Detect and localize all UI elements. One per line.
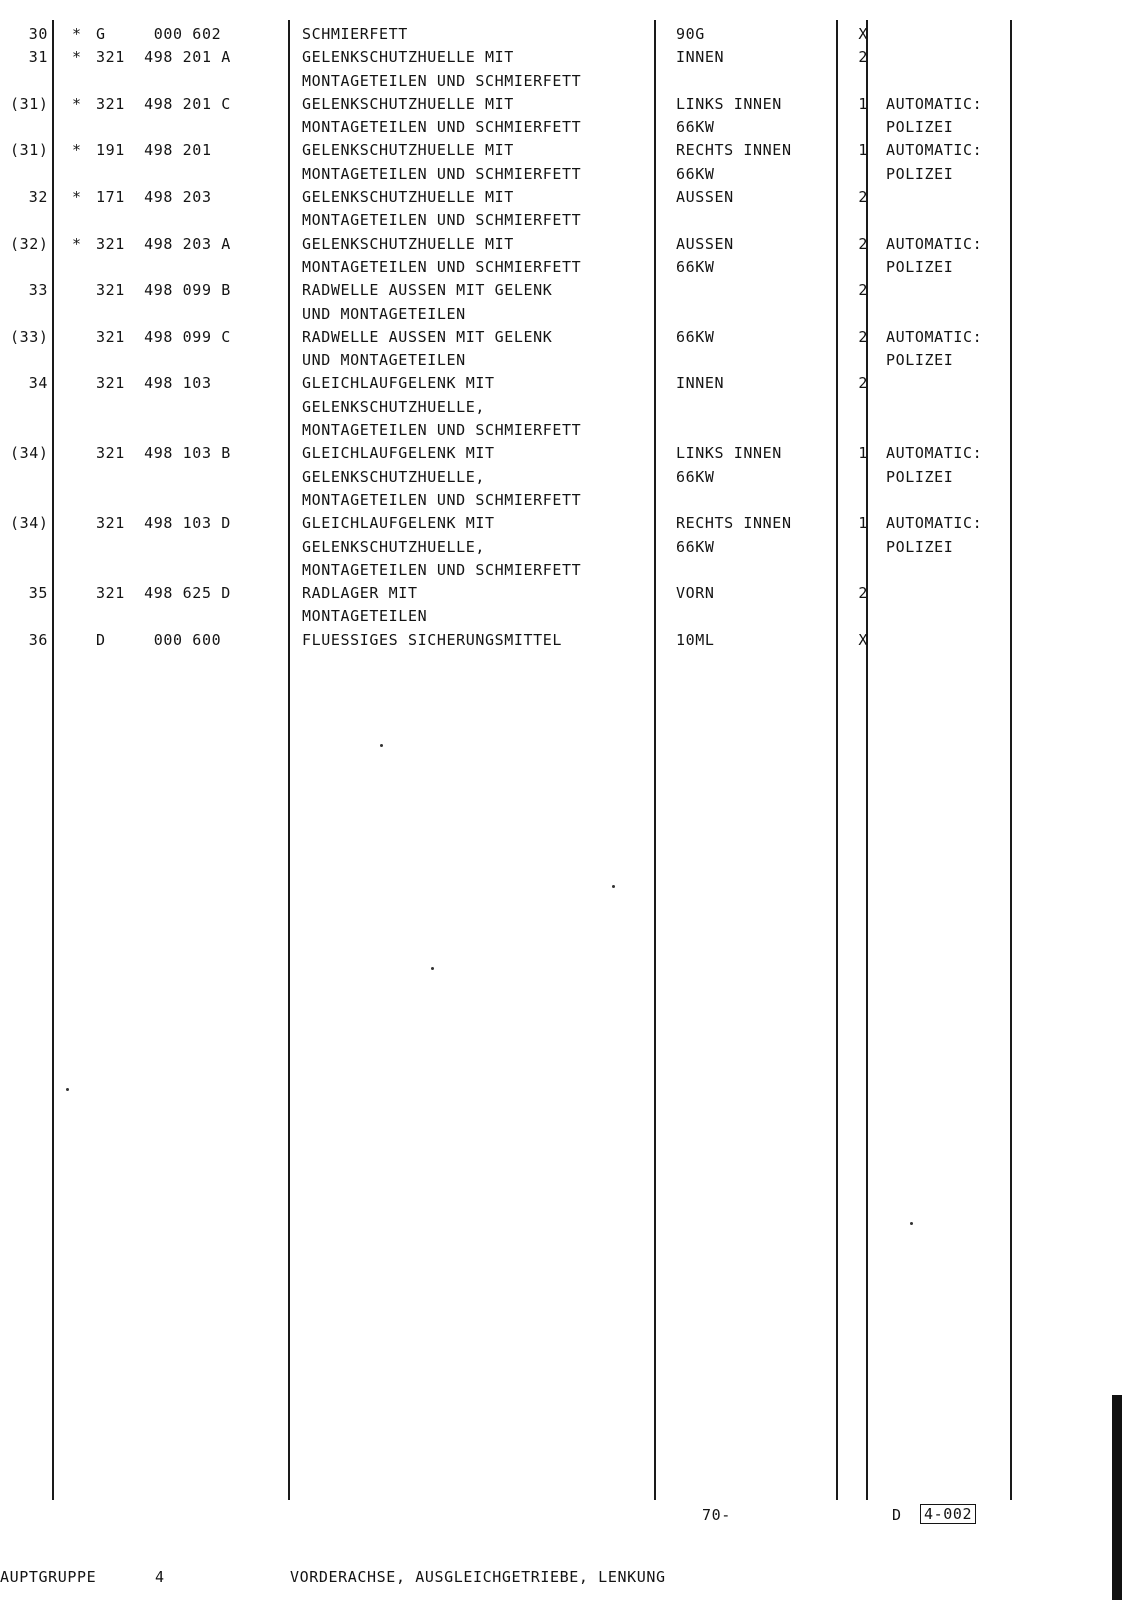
table-row-line — [0, 23, 1122, 46]
part-number: 171 498 203 — [96, 188, 212, 207]
part-description: MONTAGETEILEN UND SCHMIERFETT — [302, 211, 582, 230]
scan-speck — [910, 1222, 913, 1225]
position-number: 30 — [28, 25, 48, 43]
part-specification: 66KW — [676, 257, 715, 276]
part-remark: POLIZEI — [886, 164, 954, 183]
table-row-line — [0, 279, 1122, 302]
quantity: 1 — [858, 444, 868, 463]
table-row-line — [0, 233, 1122, 256]
table-row-line — [0, 139, 1122, 162]
part-description: MONTAGETEILEN UND SCHMIERFETT — [302, 118, 582, 137]
change-marker: * — [72, 25, 82, 43]
part-specification: AUSSEN — [676, 234, 734, 253]
part-number: 321 498 099 B — [96, 281, 231, 300]
table-row — [0, 93, 1122, 140]
position-number: 32 — [28, 188, 48, 207]
table-row-line — [0, 442, 1122, 465]
table-row — [0, 629, 1122, 652]
table-row — [0, 326, 1122, 373]
table-row-line — [0, 419, 1122, 442]
change-marker: * — [72, 234, 82, 253]
change-marker: * — [72, 188, 82, 207]
table-row — [0, 372, 1122, 442]
table-row-line — [0, 326, 1122, 349]
position-number: (33) — [10, 327, 49, 346]
table-row-line — [0, 512, 1122, 535]
table-row — [0, 186, 1122, 233]
quantity: 2 — [858, 234, 868, 253]
position-number: 31 — [28, 48, 48, 67]
table-row — [0, 442, 1122, 512]
part-description: GLEICHLAUFGELENK MIT — [302, 374, 495, 393]
position-number: 36 — [28, 630, 48, 649]
part-specification: INNEN — [676, 48, 725, 67]
part-specification: LINKS INNEN — [676, 94, 782, 113]
part-specification: 66KW — [676, 467, 715, 486]
part-specification: AUSSEN — [676, 188, 734, 207]
part-number: 321 498 099 C — [96, 327, 231, 346]
part-description: MONTAGETEILEN UND SCHMIERFETT — [302, 71, 582, 90]
table-row-line — [0, 629, 1122, 652]
part-description: GELENKSCHUTZHUELLE MIT — [302, 94, 514, 113]
part-description: GELENKSCHUTZHUELLE MIT — [302, 141, 514, 160]
table-row-line — [0, 489, 1122, 512]
position-number: (34) — [10, 444, 49, 463]
table-row-line — [0, 209, 1122, 232]
table-row — [0, 279, 1122, 326]
table-row-line — [0, 116, 1122, 139]
part-remark: POLIZEI — [886, 118, 954, 137]
part-description: GELENKSCHUTZHUELLE MIT — [302, 188, 514, 207]
part-remark: POLIZEI — [886, 257, 954, 276]
part-description: MONTAGETEILEN UND SCHMIERFETT — [302, 164, 582, 183]
part-remark: POLIZEI — [886, 467, 954, 486]
table-row-line — [0, 70, 1122, 93]
quantity: X — [858, 25, 868, 43]
part-number: 321 498 203 A — [96, 234, 231, 253]
part-remark: AUTOMATIC: — [886, 94, 983, 113]
scan-edge-shadow — [1112, 1395, 1122, 1600]
part-specification: 90G — [676, 25, 705, 43]
table-row — [0, 23, 1122, 46]
sheet-code-box: 4-002 — [920, 1504, 976, 1524]
part-remark: AUTOMATIC: — [886, 141, 983, 160]
scan-speck — [380, 744, 383, 747]
part-number: 321 498 103 D — [96, 514, 231, 533]
part-number: 191 498 201 — [96, 141, 212, 160]
position-number: 33 — [28, 281, 48, 300]
part-description: GELENKSCHUTZHUELLE, — [302, 467, 485, 486]
table-row-line — [0, 46, 1122, 69]
part-description: FLUESSIGES SICHERUNGSMITTEL — [302, 630, 563, 649]
part-description: RADWELLE AUSSEN MIT GELENK — [302, 327, 553, 346]
position-number: (31) — [10, 94, 49, 113]
scan-speck — [612, 885, 615, 888]
part-description: GELENKSCHUTZHUELLE, — [302, 537, 485, 556]
quantity: 2 — [858, 327, 868, 346]
main-group-number: 4 — [155, 1568, 165, 1586]
position-number: (31) — [10, 141, 49, 160]
part-remark: AUTOMATIC: — [886, 514, 983, 533]
part-description: MONTAGETEILEN UND SCHMIERFETT — [302, 560, 582, 579]
part-description: MONTAGETEILEN UND SCHMIERFETT — [302, 421, 582, 440]
part-description: GLEICHLAUFGELENK MIT — [302, 514, 495, 533]
quantity: 2 — [858, 374, 868, 393]
table-row-line — [0, 396, 1122, 419]
change-marker: * — [72, 141, 82, 160]
part-remark: AUTOMATIC: — [886, 444, 983, 463]
part-number: 321 498 201 A — [96, 48, 231, 67]
quantity: 2 — [858, 48, 868, 67]
table-row-line — [0, 559, 1122, 582]
part-specification: 66KW — [676, 164, 715, 183]
part-specification: 66KW — [676, 537, 715, 556]
table-row-line — [0, 303, 1122, 326]
quantity: X — [858, 630, 868, 649]
table-row — [0, 512, 1122, 582]
position-number: 35 — [28, 584, 48, 603]
part-remark: AUTOMATIC: — [886, 327, 983, 346]
part-description: SCHMIERFETT — [302, 25, 408, 43]
part-description: MONTAGETEILEN — [302, 607, 428, 626]
part-specification: INNEN — [676, 374, 725, 393]
part-specification: RECHTS INNEN — [676, 141, 792, 160]
position-number: (34) — [10, 514, 49, 533]
table-row-line — [0, 466, 1122, 489]
quantity: 2 — [858, 188, 868, 207]
part-remark: POLIZEI — [886, 537, 954, 556]
part-specification: RECHTS INNEN — [676, 514, 792, 533]
table-row — [0, 46, 1122, 93]
part-description: UND MONTAGETEILEN — [302, 351, 466, 370]
table-row — [0, 233, 1122, 280]
scan-speck — [66, 1088, 69, 1091]
part-number: G 000 602 — [96, 25, 222, 43]
quantity: 2 — [858, 584, 868, 603]
table-row — [0, 139, 1122, 186]
part-description: MONTAGETEILEN UND SCHMIERFETT — [302, 257, 582, 276]
part-specification: LINKS INNEN — [676, 444, 782, 463]
part-description: GELENKSCHUTZHUELLE MIT — [302, 48, 514, 67]
change-marker: * — [72, 94, 82, 113]
position-number: 34 — [28, 374, 48, 393]
part-specification: 66KW — [676, 327, 715, 346]
quantity: 1 — [858, 141, 868, 160]
part-number: 321 498 103 B — [96, 444, 231, 463]
table-row-line — [0, 186, 1122, 209]
part-description: MONTAGETEILEN UND SCHMIERFETT — [302, 490, 582, 509]
main-group-title: VORDERACHSE, AUSGLEICHGETRIEBE, LENKUNG — [290, 1568, 666, 1586]
table-row-line — [0, 372, 1122, 395]
main-group-label: AUPTGRUPPE — [0, 1568, 97, 1586]
part-remark: POLIZEI — [886, 351, 954, 370]
position-number: (32) — [10, 234, 49, 253]
table-row-line — [0, 349, 1122, 372]
part-description: RADLAGER MIT — [302, 584, 418, 603]
page-number: 70- — [702, 1506, 731, 1524]
scan-speck — [431, 967, 434, 970]
part-description: GELENKSCHUTZHUELLE MIT — [302, 234, 514, 253]
quantity: 1 — [858, 94, 868, 113]
part-description: GLEICHLAUFGELENK MIT — [302, 444, 495, 463]
part-specification: VORN — [676, 584, 715, 603]
part-description: GELENKSCHUTZHUELLE, — [302, 397, 485, 416]
change-marker: * — [72, 48, 82, 67]
table-row-line — [0, 605, 1122, 628]
part-specification: 10ML — [676, 630, 715, 649]
part-number: 321 498 201 C — [96, 94, 231, 113]
part-number: D 000 600 — [96, 630, 222, 649]
table-row-line — [0, 582, 1122, 605]
parts-table — [0, 23, 1122, 652]
part-description: RADWELLE AUSSEN MIT GELENK — [302, 281, 553, 300]
quantity: 1 — [858, 514, 868, 533]
part-description: UND MONTAGETEILEN — [302, 304, 466, 323]
quantity: 2 — [858, 281, 868, 300]
catalog-variant: D — [892, 1506, 902, 1524]
part-number: 321 498 625 D — [96, 584, 231, 603]
table-row-line — [0, 256, 1122, 279]
table-row — [0, 582, 1122, 629]
part-number: 321 498 103 — [96, 374, 212, 393]
table-row-line — [0, 163, 1122, 186]
table-row-line — [0, 93, 1122, 116]
table-row-line — [0, 536, 1122, 559]
part-remark: AUTOMATIC: — [886, 234, 983, 253]
part-specification: 66KW — [676, 118, 715, 137]
